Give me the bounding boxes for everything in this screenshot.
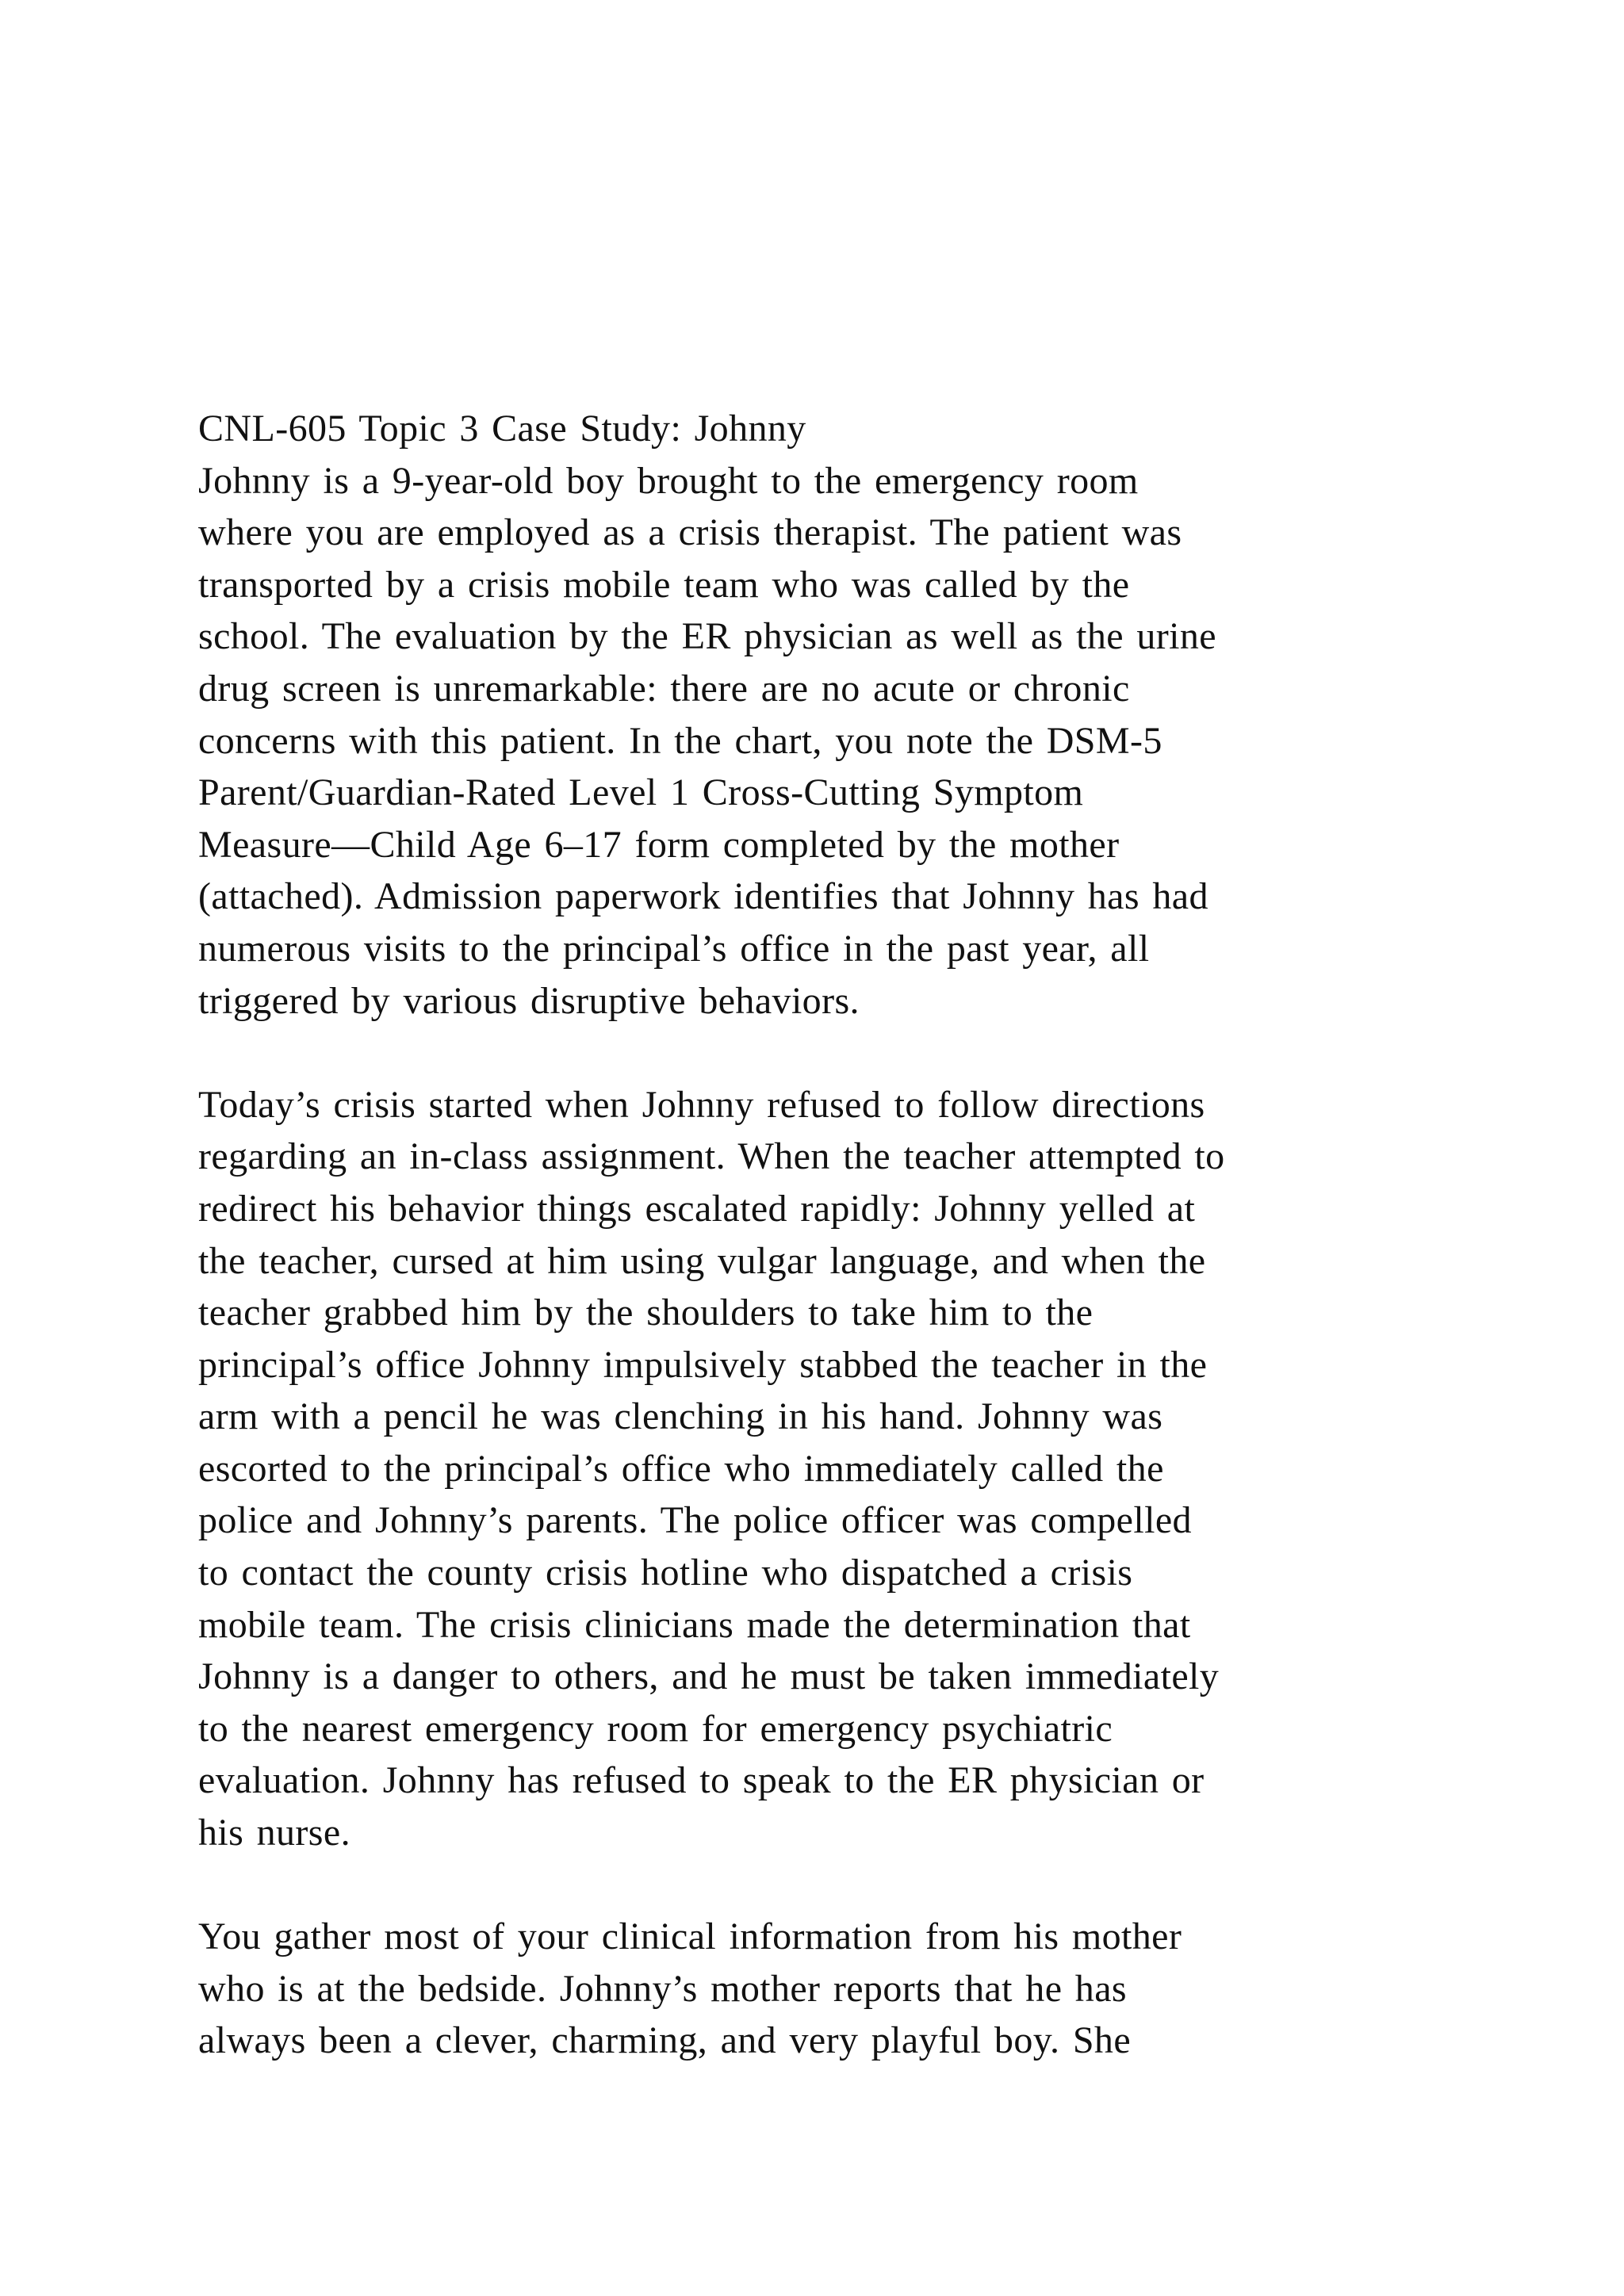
text-line: Measure—Child Age 6–17 form completed by the mother — [198, 823, 1120, 866]
text-line: his nurse. — [198, 1812, 350, 1854]
text-line: transported by a crisis mobile team who was called by the — [198, 563, 1130, 606]
text-line: where you are employed as a crisis therapist. The patient was — [198, 511, 1182, 554]
text-line: to the nearest emergency room for emergency psychiatric — [198, 1707, 1113, 1750]
text-line: teacher grabbed him by the shoulders to take him to the — [198, 1292, 1094, 1334]
text-line: escorted to the principal’s office who immediately called the — [198, 1447, 1164, 1490]
text-line: school. The evaluation by the ER physician as well as the urine — [198, 615, 1217, 658]
text-line: triggered by various disruptive behaviors. — [198, 979, 860, 1022]
paragraph-crisis — [198, 1079, 1467, 1859]
text-line: who is at the bedside. Johnny’s mother reports that he has — [198, 1967, 1127, 2010]
text-line: Parent/Guardian-Rated Level 1 Cross-Cutting Symptom — [198, 771, 1084, 814]
text-line: concerns with this patient. In the chart, you note the DSM-5 — [198, 719, 1162, 762]
paragraph-spacer — [198, 1859, 1467, 1911]
text-line: mobile team. The crisis clinicians made the determination that — [198, 1603, 1191, 1646]
text-line: Johnny is a danger to others, and he must be taken immediately — [198, 1655, 1220, 1698]
document-body — [198, 403, 1467, 2067]
text-line: to contact the county crisis hotline who dispatched a crisis — [198, 1552, 1133, 1594]
text-line: You gather most of your clinical information from his mother — [198, 1915, 1182, 1958]
paragraph-spacer — [198, 1027, 1467, 1079]
document-title: CNL-605 Topic 3 Case Study: Johnny — [198, 408, 806, 450]
text-line: drug screen is unremarkable: there are no acute or chronic — [198, 667, 1130, 710]
text-line: the teacher, cursed at him using vulgar language, and when the — [198, 1239, 1206, 1282]
text-line: evaluation. Johnny has refused to speak to the ER physician or — [198, 1759, 1205, 1802]
paragraph-mother-report — [198, 1911, 1467, 2067]
text-line: Today’s crisis started when Johnny refused to follow directions — [198, 1083, 1205, 1126]
text-line: Johnny is a 9-year-old boy brought to the emergency room — [198, 459, 1139, 502]
text-line: regarding an in-class assignment. When the teacher attempted to — [198, 1135, 1225, 1178]
text-line: numerous visits to the principal’s office in the past year, all — [198, 927, 1150, 970]
text-line: arm with a pencil he was clenching in his hand. Johnny was — [198, 1395, 1163, 1438]
text-line: always been a clever, charming, and very playful boy. She — [198, 2019, 1132, 2062]
text-line: redirect his behavior things escalated rapidly: Johnny yelled at — [198, 1187, 1196, 1230]
paragraph-intro — [198, 455, 1467, 1027]
text-line: principal’s office Johnny impulsively stabbed the teacher in the — [198, 1343, 1208, 1386]
text-line: police and Johnny’s parents. The police officer was compelled — [198, 1499, 1192, 1542]
text-line: (attached). Admission paperwork identifies that Johnny has had — [198, 875, 1208, 918]
